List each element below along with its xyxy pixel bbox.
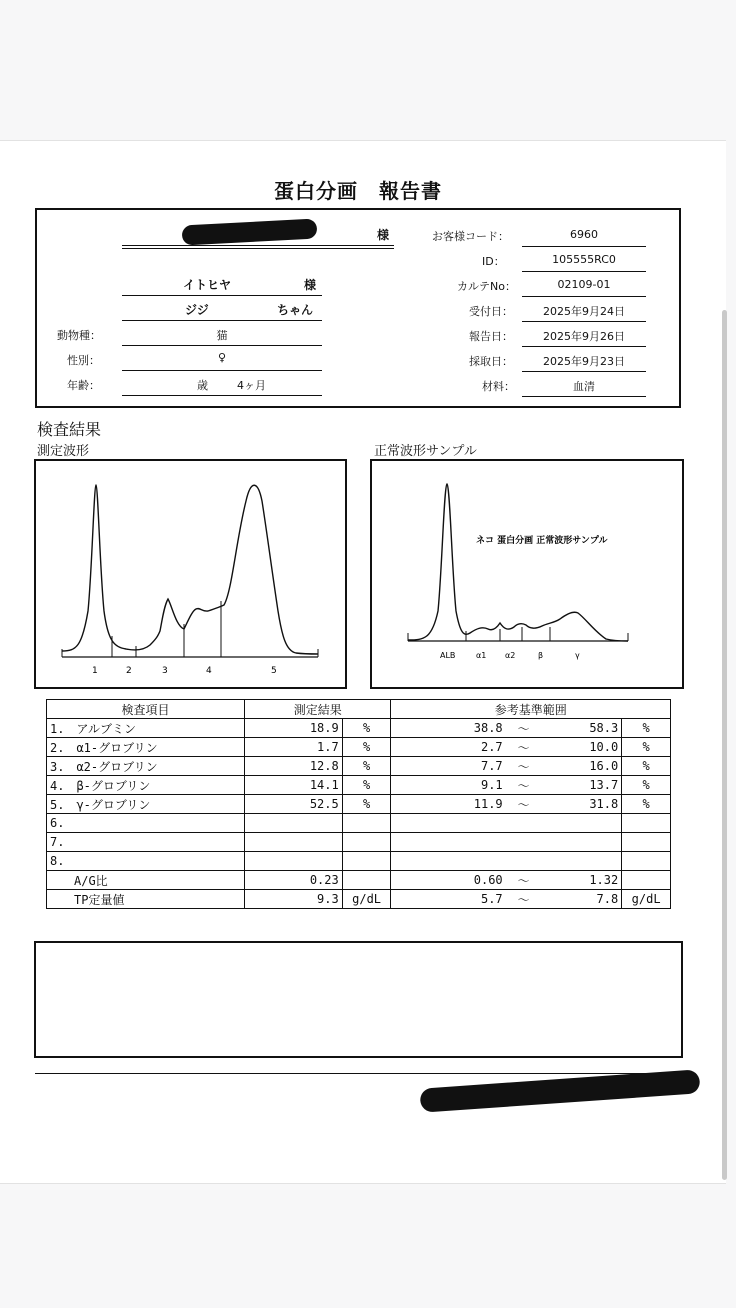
table-row bbox=[47, 890, 671, 909]
row-unit: g/dL bbox=[342, 890, 391, 909]
pet-name: ジジ bbox=[185, 303, 209, 317]
age-label: 年齢： bbox=[67, 379, 100, 392]
customer-suffix: 様 bbox=[377, 228, 390, 242]
row-ref-low: 9.1 bbox=[391, 776, 506, 795]
reported-value: 2025年9月26日 bbox=[543, 330, 625, 343]
customer-code-label: お客様コード： bbox=[432, 230, 509, 243]
row-ref-high bbox=[541, 852, 621, 871]
normal-axis-label-alb: ALB bbox=[440, 651, 456, 660]
row-name: 8. bbox=[47, 852, 245, 871]
row-name: 6. bbox=[47, 814, 245, 833]
sex-value: ♀ bbox=[217, 351, 227, 364]
row-value: 14.1 bbox=[245, 776, 343, 795]
row-ref-tilde bbox=[506, 833, 542, 852]
row-ref-unit bbox=[622, 814, 671, 833]
row-ref-high: 16.0 bbox=[541, 757, 621, 776]
table-row bbox=[47, 757, 671, 776]
header-item: 検査項目 bbox=[47, 700, 245, 719]
row-unit bbox=[342, 833, 391, 852]
species-value: 猫 bbox=[216, 329, 228, 342]
id-label: ID： bbox=[482, 255, 505, 268]
species-label: 動物種： bbox=[57, 329, 101, 342]
row-value bbox=[245, 833, 343, 852]
header-reference: 参考基準範囲 bbox=[391, 700, 671, 719]
normal-axis-label-a2: α2 bbox=[505, 651, 516, 660]
row-name: TP定量値 bbox=[47, 890, 245, 909]
age-years-unit: 歳 bbox=[197, 379, 208, 392]
table-row bbox=[47, 776, 671, 795]
id-value: 105555RC0 bbox=[552, 253, 616, 266]
row-name: 2. α1-グロブリン bbox=[47, 738, 245, 757]
measured-axis-label-4: 4 bbox=[206, 666, 212, 676]
row-ref-low: 11.9 bbox=[391, 795, 506, 814]
row-ref-tilde: ～ bbox=[506, 719, 542, 738]
row-ref-tilde: ～ bbox=[506, 890, 542, 909]
normal-axis-label-b: β bbox=[538, 651, 544, 660]
age-months: 4ヶ月 bbox=[237, 379, 266, 392]
row-ref-high: 31.8 bbox=[541, 795, 621, 814]
row-ref-unit: g/dL bbox=[622, 890, 671, 909]
measured-axis-label-2: 2 bbox=[126, 666, 132, 676]
row-ref-tilde: ～ bbox=[506, 738, 542, 757]
row-value: 9.3 bbox=[245, 890, 343, 909]
measured-waveform-panel bbox=[34, 459, 347, 689]
row-ref-high: 58.3 bbox=[541, 719, 621, 738]
row-ref-low: 0.60 bbox=[391, 871, 506, 890]
row-unit: % bbox=[342, 795, 391, 814]
row-value: 12.8 bbox=[245, 757, 343, 776]
row-unit: % bbox=[342, 776, 391, 795]
signature-line bbox=[35, 1073, 683, 1074]
row-ref-low: 5.7 bbox=[391, 890, 506, 909]
report-page bbox=[0, 140, 726, 1184]
row-name: A/G比 bbox=[47, 871, 245, 890]
row-ref-low: 2.7 bbox=[391, 738, 506, 757]
row-unit: % bbox=[342, 719, 391, 738]
table-row bbox=[47, 833, 671, 852]
material-value: 血清 bbox=[573, 380, 595, 393]
owner-suffix: 様 bbox=[304, 278, 317, 292]
table-row bbox=[47, 795, 671, 814]
table-row bbox=[47, 738, 671, 757]
row-ref-tilde: ～ bbox=[506, 776, 542, 795]
row-name: 7. bbox=[47, 833, 245, 852]
sex-label: 性別： bbox=[67, 354, 100, 367]
row-ref-unit bbox=[622, 833, 671, 852]
row-ref-tilde: ～ bbox=[506, 795, 542, 814]
pet-suffix: ちゃん bbox=[277, 303, 314, 317]
row-ref-high: 7.8 bbox=[541, 890, 621, 909]
table-row bbox=[47, 719, 671, 738]
table-row bbox=[47, 852, 671, 871]
normal-waveform bbox=[372, 461, 682, 687]
normal-sample-title: ネコ 蛋白分画 正常波形サンプル bbox=[476, 536, 608, 546]
measured-axis-label-1: 1 bbox=[92, 666, 98, 676]
measured-axis-label-5: 5 bbox=[271, 666, 277, 676]
row-ref-low: 38.8 bbox=[391, 719, 506, 738]
table-row bbox=[47, 814, 671, 833]
row-name: 1. アルブミン bbox=[47, 719, 245, 738]
normal-waveform-panel bbox=[370, 459, 684, 689]
row-value: 0.23 bbox=[245, 871, 343, 890]
row-unit bbox=[342, 814, 391, 833]
row-value: 52.5 bbox=[245, 795, 343, 814]
header-result: 測定結果 bbox=[245, 700, 391, 719]
row-ref-unit bbox=[622, 852, 671, 871]
karte-value: 02109-01 bbox=[557, 278, 611, 291]
row-value bbox=[245, 814, 343, 833]
received-value: 2025年9月24日 bbox=[543, 305, 625, 318]
row-ref-high: 10.0 bbox=[541, 738, 621, 757]
normal-wave-heading: 正常波形サンプル bbox=[374, 444, 477, 459]
row-ref-high bbox=[541, 833, 621, 852]
row-ref-unit: % bbox=[622, 719, 671, 738]
row-ref-high: 1.32 bbox=[541, 871, 621, 890]
owner-name: イトヒヤ bbox=[183, 278, 232, 292]
measured-waveform bbox=[36, 461, 345, 687]
received-label: 受付日： bbox=[469, 305, 513, 318]
normal-axis-label-a1: α1 bbox=[476, 651, 487, 660]
row-ref-low: 7.7 bbox=[391, 757, 506, 776]
row-ref-tilde: ～ bbox=[506, 757, 542, 776]
row-ref-low bbox=[391, 814, 506, 833]
material-label: 材料： bbox=[482, 380, 515, 393]
row-ref-unit: % bbox=[622, 776, 671, 795]
results-heading: 検査結果 bbox=[37, 420, 102, 439]
row-ref-unit bbox=[622, 871, 671, 890]
collected-label: 採取日： bbox=[469, 355, 513, 368]
redacted-customer-name bbox=[182, 218, 318, 245]
row-ref-tilde bbox=[506, 814, 542, 833]
collected-value: 2025年9月23日 bbox=[543, 355, 625, 368]
row-ref-unit: % bbox=[622, 795, 671, 814]
redacted-signature bbox=[420, 1069, 701, 1112]
row-value bbox=[245, 852, 343, 871]
row-unit bbox=[342, 852, 391, 871]
row-name: 5. γ-グロブリン bbox=[47, 795, 245, 814]
row-ref-high: 13.7 bbox=[541, 776, 621, 795]
table-row bbox=[47, 871, 671, 890]
row-value: 18.9 bbox=[245, 719, 343, 738]
customer-code-value: 6960 bbox=[570, 228, 598, 241]
row-name: 3. α2-グロブリン bbox=[47, 757, 245, 776]
scrollbar[interactable] bbox=[722, 310, 727, 1180]
row-ref-low bbox=[391, 833, 506, 852]
results-table bbox=[46, 699, 671, 909]
karte-label: カルテNo： bbox=[457, 280, 516, 293]
row-ref-tilde bbox=[506, 852, 542, 871]
row-ref-tilde: ～ bbox=[506, 871, 542, 890]
row-value: 1.7 bbox=[245, 738, 343, 757]
patient-info-box bbox=[35, 208, 681, 408]
report-title: 蛋白分画 報告書 bbox=[274, 179, 442, 203]
row-ref-low bbox=[391, 852, 506, 871]
normal-axis-label-g: γ bbox=[575, 651, 580, 660]
row-name: 4. β-グロブリン bbox=[47, 776, 245, 795]
row-unit bbox=[342, 871, 391, 890]
row-ref-unit: % bbox=[622, 757, 671, 776]
row-unit: % bbox=[342, 757, 391, 776]
row-unit: % bbox=[342, 738, 391, 757]
row-ref-high bbox=[541, 814, 621, 833]
comment-box bbox=[34, 941, 683, 1058]
row-ref-unit: % bbox=[622, 738, 671, 757]
measured-axis-label-3: 3 bbox=[162, 666, 168, 676]
reported-label: 報告日： bbox=[469, 330, 513, 343]
measured-wave-heading: 測定波形 bbox=[37, 444, 90, 459]
